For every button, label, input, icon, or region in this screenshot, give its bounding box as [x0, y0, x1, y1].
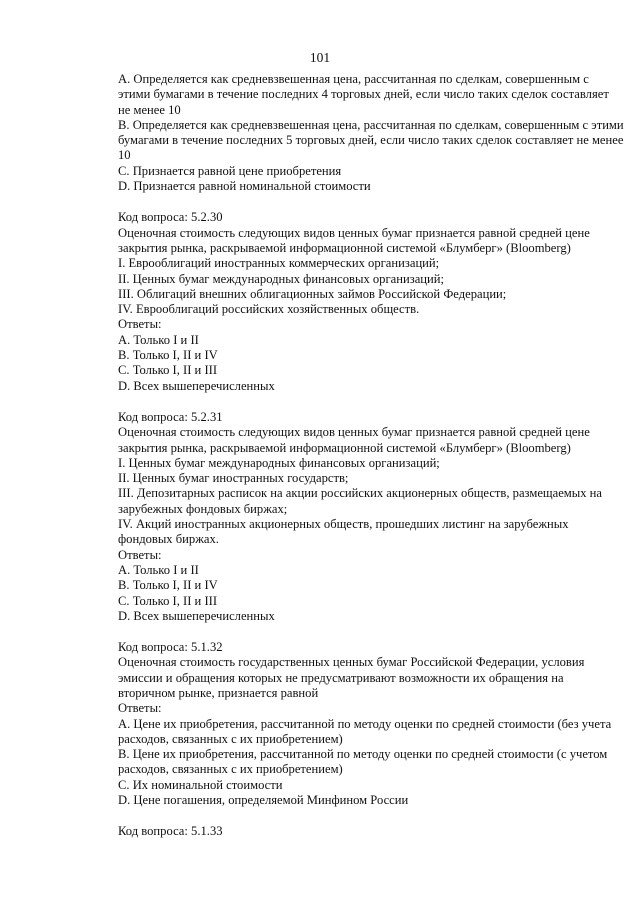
question-item: II. Ценных бумаг международных финансовых организаций;	[118, 271, 444, 286]
page-number: 101	[309, 50, 331, 65]
question-item: III. Облигаций внешних облигационных займов Российской Федерации;	[118, 286, 507, 301]
answer-option: B. Цене их приобретения, рассчитанной по методу оценки по средней стоимости (с учетом расходов, связанных с их приобретением)	[118, 747, 608, 777]
question-item: I. Еврооблигаций иностранных коммерческих организаций;	[118, 256, 440, 271]
answers-label: Ответы:	[118, 317, 162, 332]
answer-option: B. Только I, II и IV	[118, 578, 218, 593]
question-item: IV. Еврооблигаций российских хозяйственных обществ.	[118, 302, 420, 317]
answer-option: C. Их номинальной стоимости	[118, 777, 283, 792]
answer-option: C. Признается равной цене приобретения	[118, 163, 342, 178]
question-code: Код вопроса: 5.1.33	[118, 824, 223, 839]
question-item: III. Депозитарных расписок на акции российских акционерных обществ, размещаемых на зарубежных фондовых биржах;	[118, 486, 602, 516]
question-text: Оценочная стоимость следующих видов ценных бумаг признается равной средней цене закрытия рынка, раскрываемой информационной системой «Блумберг» (Bloomberg)	[118, 225, 590, 255]
answer-option: C. Только I, II и III	[118, 363, 218, 378]
answer-option: B. Только I, II и IV	[118, 348, 218, 363]
question-text: Оценочная стоимость государственных ценных бумаг Российской Федерации, условия эмиссии и обращения которых не предусматривают возможности их обращения на вторичном рынке, признается равной	[118, 655, 585, 700]
page-content	[118, 72, 624, 840]
question-text: Оценочная стоимость следующих видов ценных бумаг признается равной средней цене закрытия рынка, раскрываемой информационной системой «Блумберг» (Bloomberg)	[118, 425, 590, 455]
answer-option: A. Только I и II	[118, 332, 199, 347]
question-code: Код вопроса: 5.2.31	[118, 409, 223, 424]
question-block	[118, 640, 624, 808]
answer-option: D. Цене погашения, определяемой Минфином России	[118, 793, 409, 808]
answers-label: Ответы:	[118, 547, 162, 562]
question-code: Код вопроса: 5.2.30	[118, 210, 223, 225]
answer-option: D. Признается равной номинальной стоимости	[118, 179, 371, 194]
answer-option: A. Определяется как средневзвешенная цена, рассчитанная по сделкам, совершенным с этими бумагами в течение последних 4 торговых дней, если число таких сделок составляет не менее 10	[118, 72, 609, 117]
question-item: I. Ценных бумаг международных финансовых организаций;	[118, 455, 440, 470]
answer-option: B. Определяется как средневзвешенная цена, рассчитанная по сделкам, совершенным с этими бумагами в течение последних 5 торговых дней, если число таких сделок составляет не менее 10	[118, 117, 624, 163]
question-block	[118, 410, 624, 624]
question-item: II. Ценных бумаг иностранных государств;	[118, 471, 349, 486]
answers-label: Ответы:	[118, 701, 162, 716]
question-block	[118, 210, 624, 394]
question-code: Код вопроса: 5.1.32	[118, 640, 223, 655]
answer-option: A. Цене их приобретения, рассчитанной по методу оценки по средней стоимости (без учета расходов, связанных с их приобретением)	[118, 716, 612, 746]
answer-option: A. Только I и II	[118, 562, 199, 577]
question-item: IV. Акций иностранных акционерных обществ, прошедших листинг на зарубежных фондовых биржах.	[118, 517, 569, 547]
answer-option: D. Всех вышеперечисленных	[118, 608, 275, 623]
answer-option: C. Только I, II и III	[118, 593, 218, 608]
answer-option: D. Всех вышеперечисленных	[118, 378, 275, 393]
